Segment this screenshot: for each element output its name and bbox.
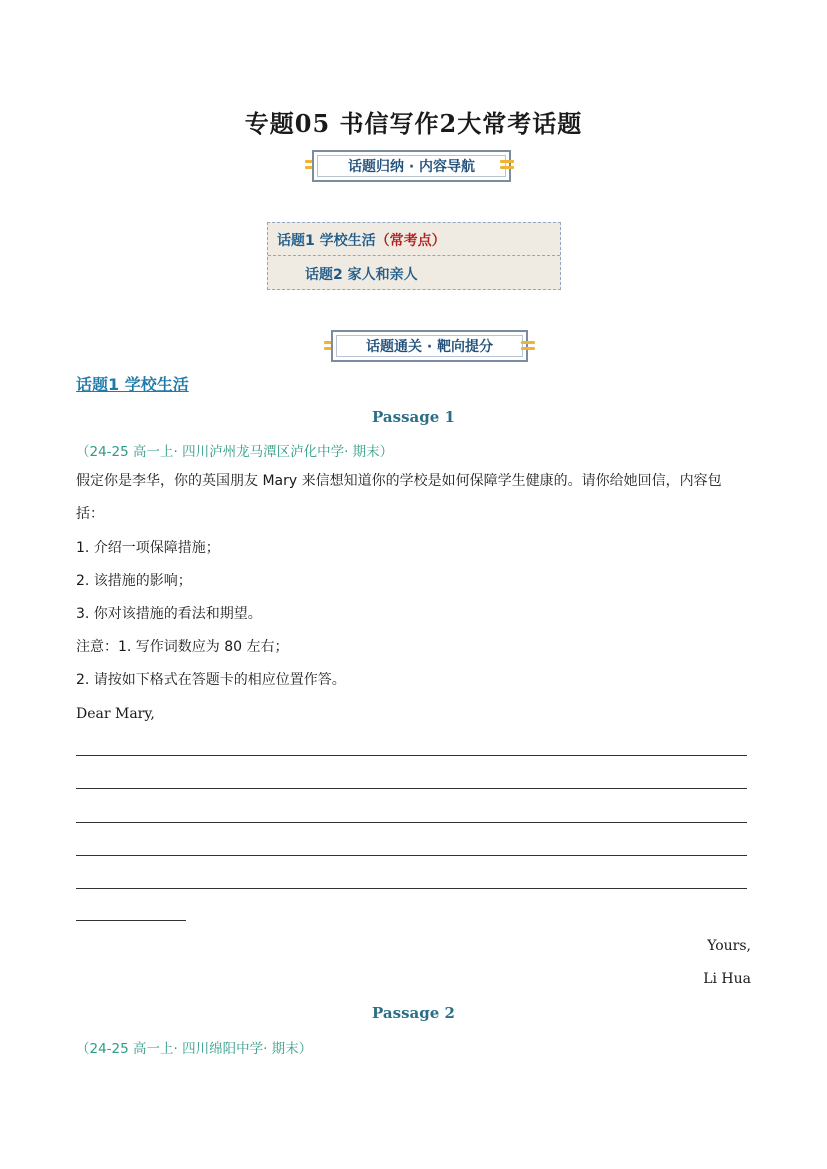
passage-1-prompt: 假定你是李华，你的英国朋友 Mary 来信想知道你的学校是如何保障学生健康的。请你给她回信，内容包括： [76, 473, 722, 522]
passage-2-heading: Passage 2 [372, 1004, 455, 1022]
passage-1-source: （24-25 高一上· 四川泸州龙马潭区泸化中学· 期末） [76, 444, 394, 460]
practice-banner [331, 330, 528, 362]
toc-item-2[interactable] [305, 264, 418, 284]
practice-banner-label: 话题通关 · 靶向提分 [365, 339, 494, 355]
greeting: Dear Mary, [76, 706, 155, 722]
note-2: 2. 请按如下格式在答题卡的相应位置作答。 [76, 672, 346, 688]
note-1: 注意：1. 写作词数应为 80 左右； [76, 639, 289, 655]
toc-item-1[interactable] [277, 230, 446, 250]
toc-item-1-label: 话题1 学校生活 [277, 233, 376, 249]
point-3: 3. 你对该措施的看法和期望。 [76, 606, 262, 622]
toc-item-1-tag: （常考点） [375, 233, 446, 249]
decor-bars-icon [500, 159, 514, 171]
topic-nav-box [267, 222, 561, 290]
answer-line[interactable] [76, 855, 747, 856]
answer-line[interactable] [76, 888, 747, 889]
answer-line-short[interactable] [76, 920, 186, 921]
signature: Li Hua [703, 971, 751, 987]
closing: Yours, [707, 938, 751, 954]
nav-banner [312, 150, 511, 182]
passage-1-heading: Passage 1 [372, 408, 455, 426]
point-2: 2. 该措施的影响； [76, 573, 192, 589]
answer-line[interactable] [76, 755, 747, 756]
nav-banner-label: 话题归纳 · 内容导航 [347, 159, 476, 175]
point-1: 1. 介绍一项保障措施； [76, 540, 220, 556]
section-1-title[interactable]: 话题1 学校生活 [76, 375, 189, 394]
decor-bars-icon [521, 340, 535, 352]
toc-item-2-label: 话题2 家人和亲人 [305, 267, 418, 283]
page-title: 专题05 书信写作2大常考话题 [244, 109, 583, 138]
answer-line[interactable] [76, 788, 747, 789]
passage-2-source: （24-25 高一上· 四川绵阳中学· 期末） [76, 1041, 313, 1057]
answer-line[interactable] [76, 822, 747, 823]
divider [268, 255, 560, 256]
